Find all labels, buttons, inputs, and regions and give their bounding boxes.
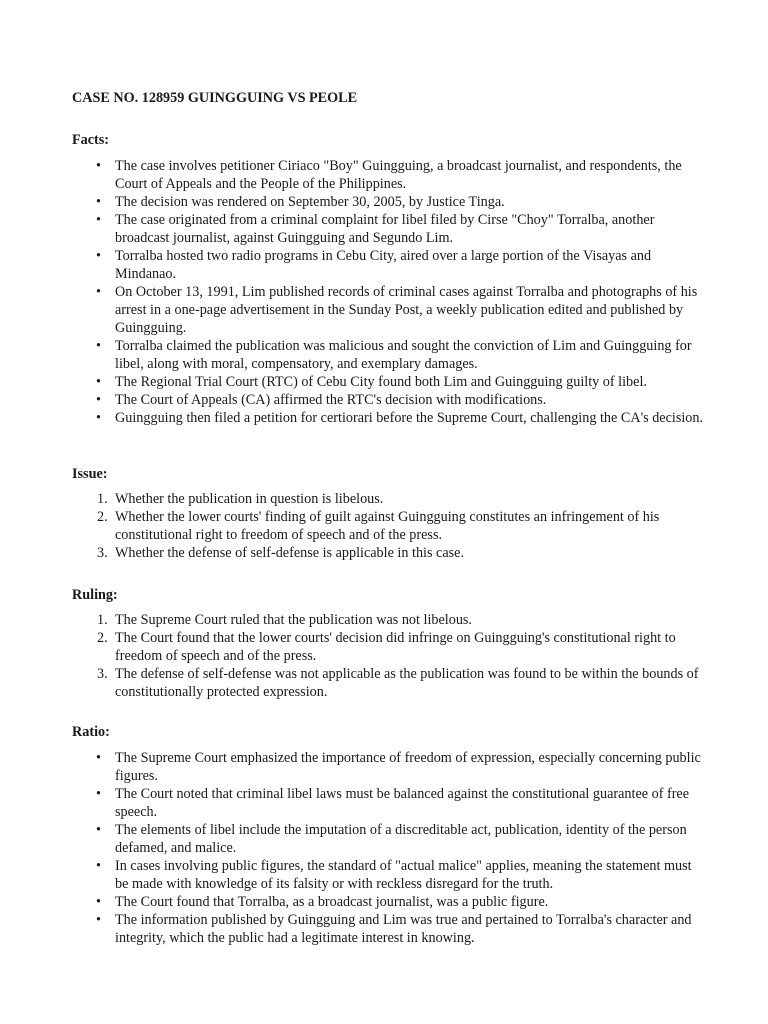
facts-item: • Guingguing then filed a petition for certiorari before the Supreme Court, challenging the CA's decision. [115, 409, 705, 427]
issue-list [115, 490, 705, 562]
issue-item: Whether the publication in question is libelous. [115, 491, 384, 507]
facts-list [115, 157, 705, 427]
ratio-heading: Ratio: [72, 724, 110, 740]
facts-item: • The case originated from a criminal complaint for libel filed by Cirse "Choy" Torralba, another broadcast journalist, against Guingguing and Segundo Lim. [115, 211, 705, 247]
ratio-list [115, 749, 705, 947]
ratio-item: • The Court found that Torralba, as a broadcast journalist, was a public figure. [115, 893, 705, 911]
ratio-item: • The elements of libel include the imputation of a discreditable act, publication, identity of the person defamed, and malice. [115, 821, 705, 857]
issue-heading: Issue: [72, 466, 108, 482]
facts-item: • The case involves petitioner Ciriaco "Boy" Guingguing, a broadcast journalist, and respondents, the Court of Appeals and the People of the Philippines. [115, 157, 705, 193]
ratio-item: • The Supreme Court emphasized the importance of freedom of expression, especially concerning public figures. [115, 749, 705, 785]
ruling-item: The Supreme Court ruled that the publication was not libelous. [115, 612, 472, 628]
issue-item: Whether the defense of self-defense is applicable in this case. [115, 545, 465, 561]
ratio-item: • The Court noted that criminal libel laws must be balanced against the constitutional guarantee of free speech. [115, 785, 705, 821]
case-title: CASE NO. 128959 GUINGGUING VS PEOLE [72, 90, 358, 106]
facts-item: • Torralba hosted two radio programs in Cebu City, aired over a large portion of the Visayas and Mindanao. [115, 247, 705, 283]
facts-heading: Facts: [72, 132, 110, 148]
ruling-list [115, 611, 705, 701]
facts-item: • The Court of Appeals (CA) affirmed the RTC's decision with modifications. [115, 391, 705, 409]
facts-item: • On October 13, 1991, Lim published records of criminal cases against Torralba and photographs of his arrest in a one-page advertisement in the Sunday Post, a weekly publication edited and published by Guingguing. [115, 283, 705, 337]
ruling-item: The defense of self-defense was not applicable as the publication was found to be within the bounds of constitutionally protected expression. [115, 666, 699, 700]
ratio-item: • The information published by Guingguing and Lim was true and pertained to Torralba's character and integrity, which the public had a legitimate interest in knowing. [115, 911, 705, 947]
ruling-heading: Ruling: [72, 587, 118, 603]
facts-item: • The Regional Trial Court (RTC) of Cebu City found both Lim and Guingguing guilty of libel. [115, 373, 705, 391]
facts-item: • The decision was rendered on September 30, 2005, by Justice Tinga. [115, 193, 705, 211]
issue-item: Whether the lower courts' finding of guilt against Guingguing constitutes an infringement of his constitutional right to freedom of speech and of the press. [115, 509, 660, 543]
ruling-item: The Court found that the lower courts' decision did infringe on Guingguing's constitutional right to freedom of speech and of the press. [115, 630, 676, 664]
facts-item: • Torralba claimed the publication was malicious and sought the conviction of Lim and Guingguing for libel, along with moral, compensatory, and exemplary damages. [115, 337, 705, 373]
ratio-item: • In cases involving public figures, the standard of "actual malice" applies, meaning the statement must be made with knowledge of its falsity or with reckless disregard for the truth. [115, 857, 705, 893]
